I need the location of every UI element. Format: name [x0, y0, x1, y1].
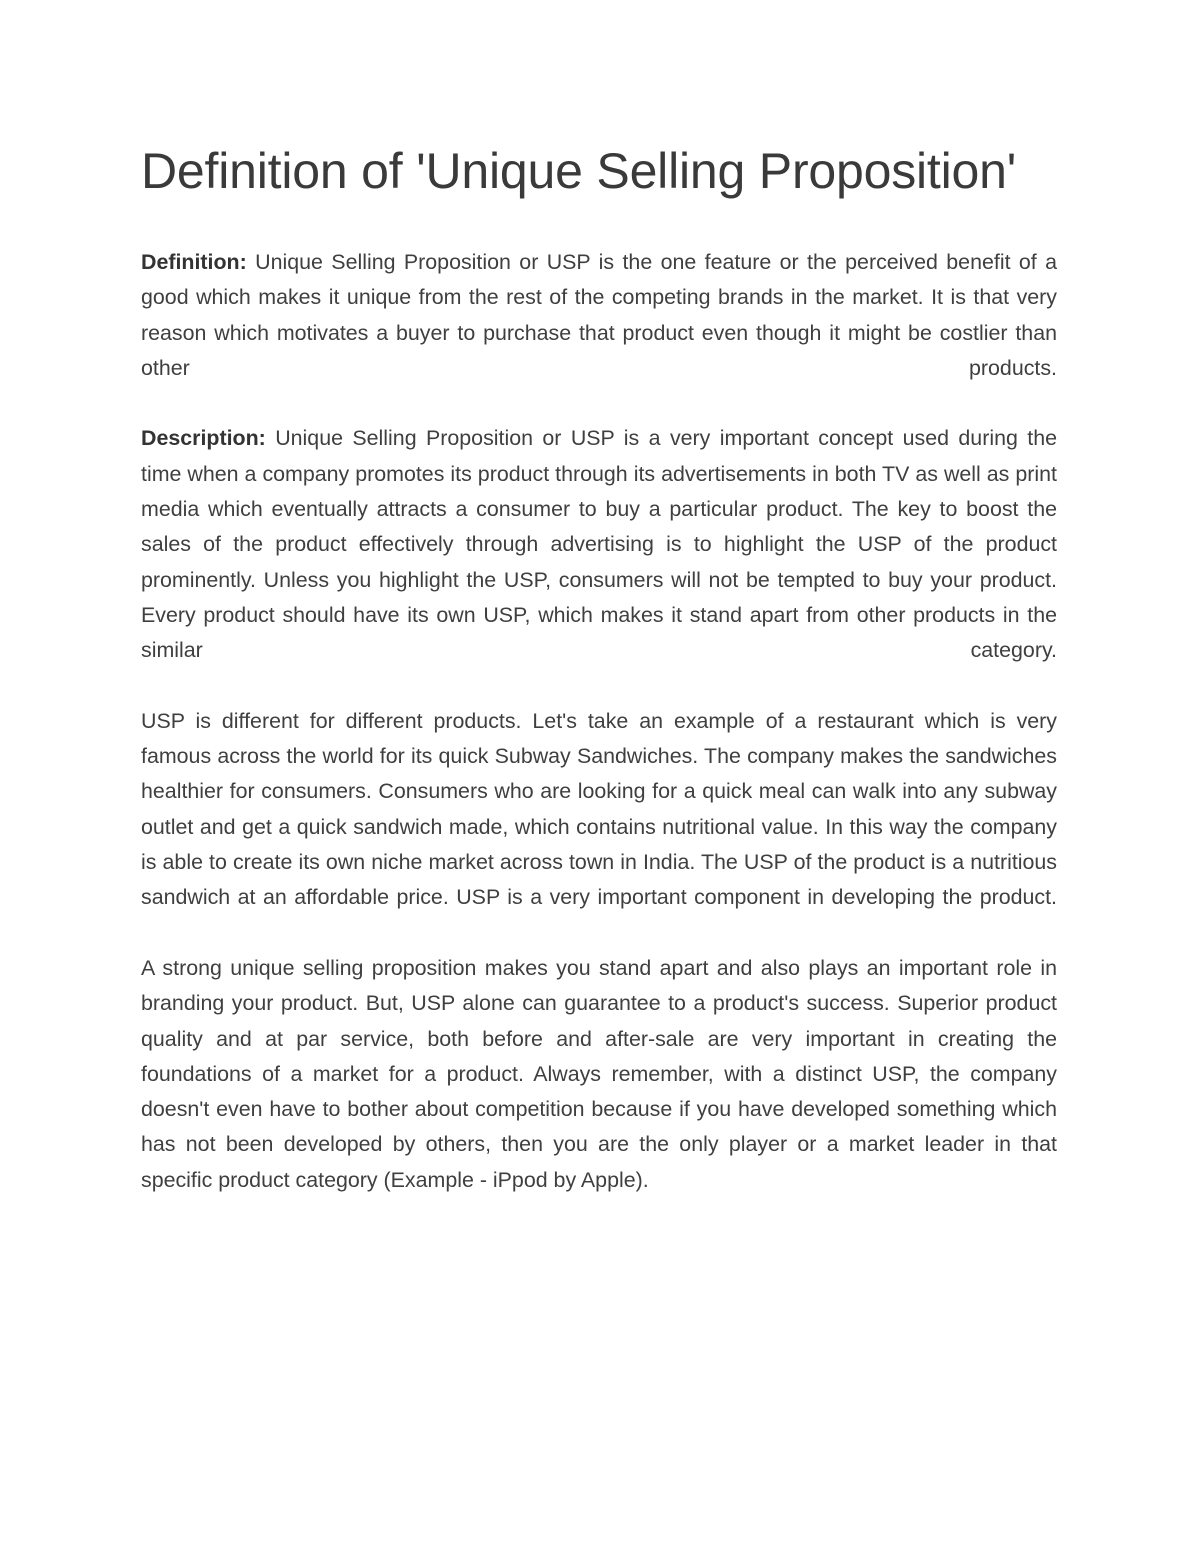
document-page [141, 140, 1057, 1233]
definition-paragraph [141, 245, 1057, 386]
description-text: Unique Selling Proposition or USP is a very important concept used during the time when a company promotes its product through its advertisements in both TV as well as print media which eventually attracts a consumer to buy a particular product. The key to boost the sales of the product effectively through advertising is to highlight the USP of the product prominently. Unless you highlight the USP, consumers will not be tempted to buy your product. Every product should have its own USP, which makes it stand apart from other products in the similar category. [141, 426, 1057, 663]
usp-example-paragraph: USP is different for different products. Let's take an example of a restaurant which is very famous across the world for its quick Subway Sandwiches. The company makes the sandwiches healthier for consumers. Consumers who are looking for a quick meal can walk into any subway outlet and get a quick sandwich made, which contains nutritional value. In this way the company is able to create its own niche market across town in India. The USP of the product is a nutritious sandwich at an affordable price. USP is a very important component in developing the product. [141, 708, 1057, 910]
description-paragraph [141, 421, 1057, 668]
description-label: Description: [141, 426, 266, 451]
usp-importance-paragraph: A strong unique selling proposition makes you stand apart and also plays an important role in branding your product. But, USP alone can guarantee to a product's success. Superior product quality and at par service, both before and after-sale are very important in creating the foundations of a market for a product. Always remember, with a distinct USP, the company doesn't even have to bother about competition because if you have developed something which has not been developed by others, then you are the only player or a market leader in that specific product category (Example - iPpod by Apple). [141, 955, 1057, 1192]
definition-label: Definition: [141, 250, 247, 274]
definition-text: Unique Selling Proposition or USP is the one feature or the perceived benefit of a good which makes it unique from the rest of the competing brands in the market. It is that very reason which motivates a buyer to purchase that product even though it might be costlier than other products. [141, 250, 1058, 380]
page-title: Definition of 'Unique Selling Proposition' [141, 143, 1017, 199]
